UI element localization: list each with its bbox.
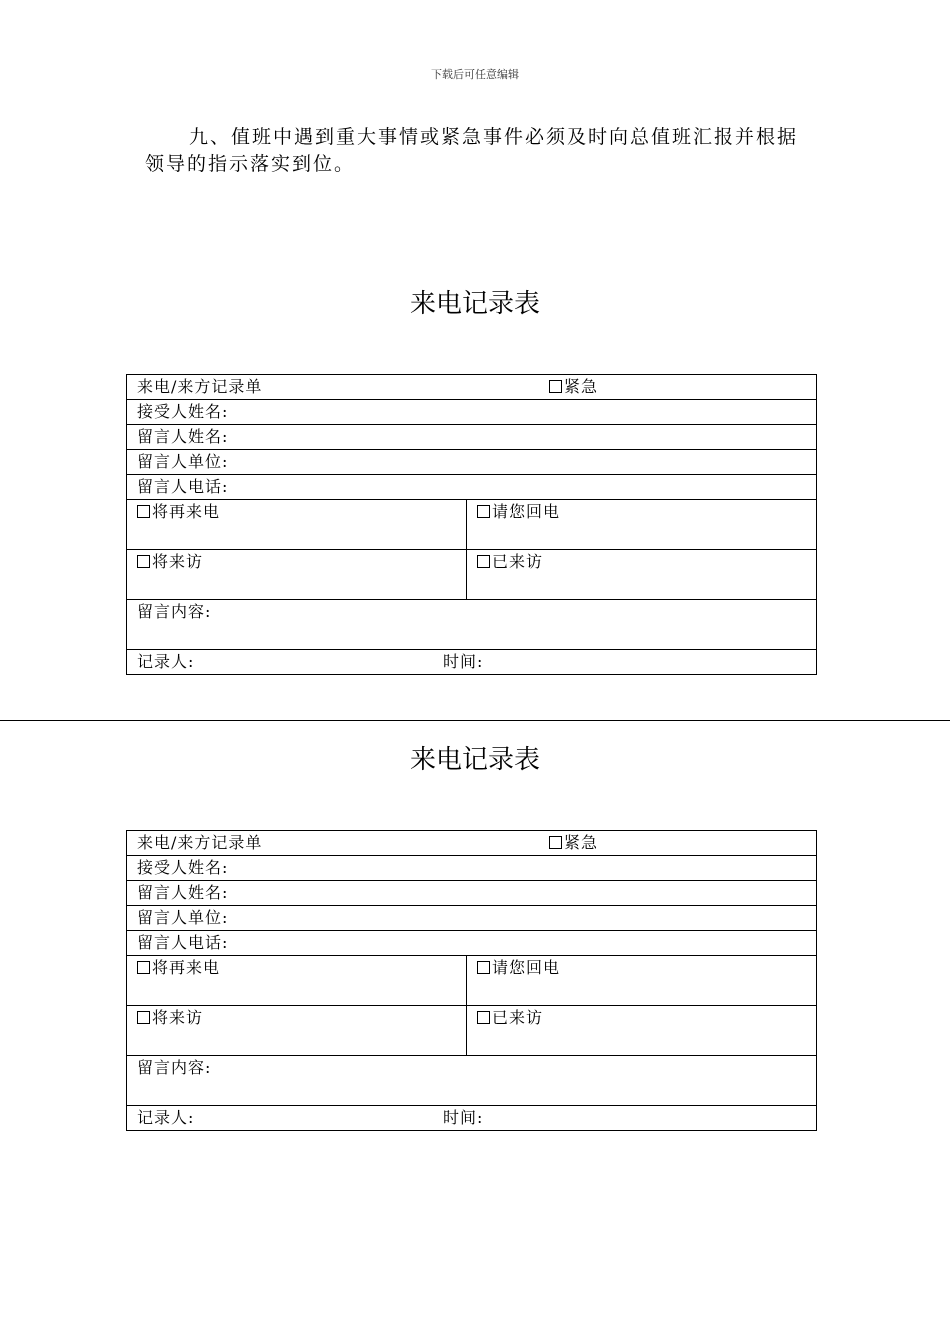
table-row — [127, 881, 817, 906]
urgent-label: 紧急 — [564, 377, 599, 396]
will-call-again-label: 将再来电 — [152, 502, 221, 521]
rule-paragraph: 九、值班中遇到重大事情或紧急事件必须及时向总值班汇报并根据领导的指示落实到位。 — [145, 126, 799, 175]
table-row — [127, 1056, 817, 1106]
caller-phone-field[interactable]: 留言人电话: — [127, 475, 817, 500]
table-row — [127, 475, 817, 500]
record-label: 来电/来方记录单 — [137, 833, 263, 852]
urgent-checkbox[interactable] — [549, 836, 562, 849]
visited-checkbox[interactable] — [477, 555, 490, 568]
table-row — [127, 425, 817, 450]
receiver-name-field[interactable]: 接受人姓名: — [127, 856, 817, 881]
header-note: 下载后可任意编辑 — [431, 68, 519, 81]
visited-checkbox[interactable] — [477, 1011, 490, 1024]
please-call-back-cell[interactable] — [467, 500, 817, 550]
table-row — [127, 856, 817, 881]
urgent-label: 紧急 — [564, 833, 599, 852]
please-call-back-checkbox[interactable] — [477, 961, 490, 974]
will-visit-label: 将来访 — [152, 1008, 204, 1027]
recorder-time-cell[interactable] — [127, 650, 817, 675]
please-call-back-label: 请您回电 — [492, 502, 561, 521]
record-header-cell — [127, 375, 817, 400]
call-record-table — [126, 374, 817, 675]
caller-phone-field[interactable]: 留言人电话: — [127, 931, 817, 956]
table-row — [127, 1106, 817, 1131]
will-call-again-cell[interactable] — [127, 500, 467, 550]
form-title: 来电记录表 — [409, 289, 540, 319]
table-row — [127, 906, 817, 931]
message-content-field[interactable]: 留言内容: — [127, 1056, 817, 1106]
please-call-back-cell[interactable] — [467, 956, 817, 1006]
please-call-back-checkbox[interactable] — [477, 505, 490, 518]
visited-cell[interactable] — [467, 1006, 817, 1056]
time-label: 时间: — [443, 1108, 484, 1127]
will-visit-cell[interactable] — [127, 550, 467, 600]
caller-unit-field[interactable]: 留言人单位: — [127, 906, 817, 931]
table-row — [127, 956, 817, 1006]
will-visit-cell[interactable] — [127, 1006, 467, 1056]
record-header-cell — [127, 831, 817, 856]
please-call-back-label: 请您回电 — [492, 958, 561, 977]
caller-name-field[interactable]: 留言人姓名: — [127, 425, 817, 450]
will-call-again-checkbox[interactable] — [137, 505, 150, 518]
recorder-time-cell[interactable] — [127, 1106, 817, 1131]
table-row — [127, 600, 817, 650]
table-row — [127, 650, 817, 675]
visited-cell[interactable] — [467, 550, 817, 600]
will-visit-checkbox[interactable] — [137, 555, 150, 568]
recorder-label: 记录人: — [137, 1108, 195, 1127]
table-row — [127, 1006, 817, 1056]
caller-unit-field[interactable]: 留言人单位: — [127, 450, 817, 475]
table-row — [127, 500, 817, 550]
recorder-label: 记录人: — [137, 652, 195, 671]
receiver-name-field[interactable]: 接受人姓名: — [127, 400, 817, 425]
will-call-again-label: 将再来电 — [152, 958, 221, 977]
visited-label: 已来访 — [492, 1008, 544, 1027]
table-row — [127, 450, 817, 475]
urgent-checkbox[interactable] — [549, 380, 562, 393]
page-divider — [0, 720, 950, 721]
table-row — [127, 931, 817, 956]
message-content-field[interactable]: 留言内容: — [127, 600, 817, 650]
call-record-table — [126, 830, 817, 1131]
record-label: 来电/来方记录单 — [137, 377, 263, 396]
will-visit-checkbox[interactable] — [137, 1011, 150, 1024]
table-row — [127, 831, 817, 856]
table-row — [127, 400, 817, 425]
form-title: 来电记录表 — [409, 745, 540, 775]
table-row — [127, 375, 817, 400]
will-visit-label: 将来访 — [152, 552, 204, 571]
table-row — [127, 550, 817, 600]
time-label: 时间: — [443, 652, 484, 671]
will-call-again-checkbox[interactable] — [137, 961, 150, 974]
caller-name-field[interactable]: 留言人姓名: — [127, 881, 817, 906]
visited-label: 已来访 — [492, 552, 544, 571]
will-call-again-cell[interactable] — [127, 956, 467, 1006]
